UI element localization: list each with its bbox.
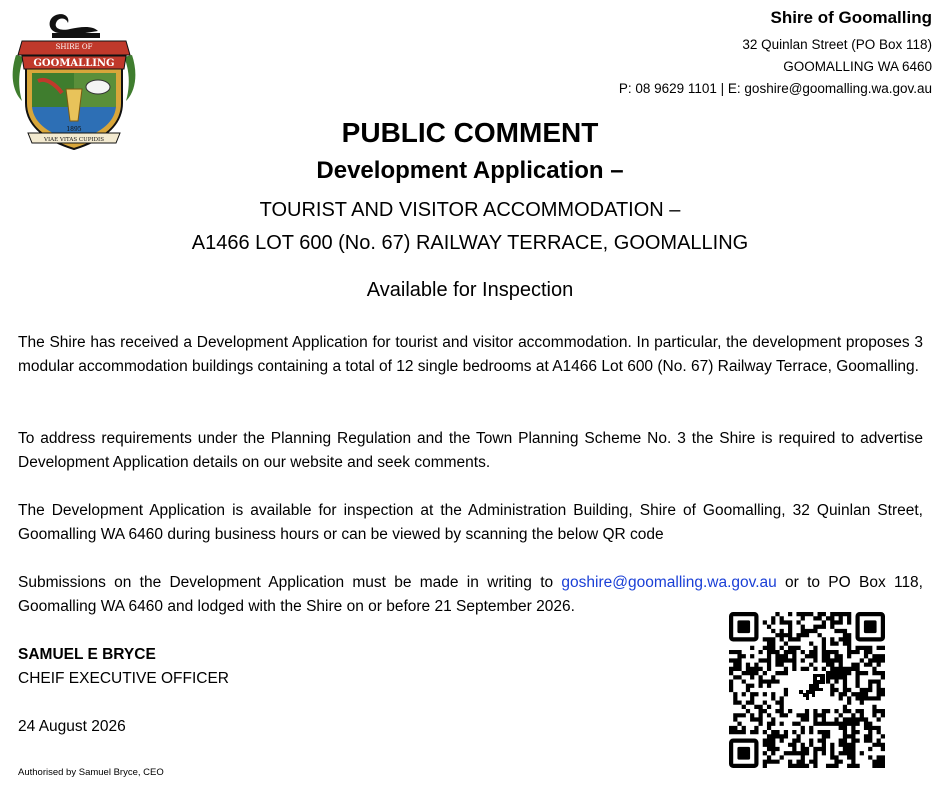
notice-date: 24 August 2026 [18, 718, 126, 735]
address-line-1: 32 Quinlan Street (PO Box 118) [742, 37, 932, 52]
notice-subject-line-1: TOURIST AND VISITOR ACCOMMODATION – [259, 199, 681, 221]
availability-heading: Available for Inspection [366, 279, 574, 301]
qr-finder-top-left [731, 614, 756, 639]
address-line-2: GOOMALLING WA 6460 [783, 59, 932, 74]
org-name: Shire of Goomalling [770, 8, 932, 27]
qr-dinosaur-icon [799, 674, 825, 700]
submissions-text-start: Submissions on the Development Application must be made in writing to [18, 574, 562, 591]
crest-ribbon-top: SHIRE OF [55, 43, 93, 51]
notice-subject-line-2: A1466 LOT 600 (No. 67) RAILWAY TERRACE, GOOMALLING [191, 232, 749, 254]
qr-finder-top-right [858, 614, 883, 639]
org-header [619, 8, 932, 100]
qr-finder-bottom-left [731, 741, 756, 766]
paragraph-application: The Shire has received a Development Application for tourist and visitor accommodation. In particular, the development proposes 3 modular accommodation buildings containing a total of 12 single bedrooms at A1466 Lot 600 (No. 67) Railway Terrace, Goomalling. [18, 334, 923, 375]
qr-code[interactable] [729, 612, 885, 768]
email-link[interactable]: goshire@goomalling.wa.gov.au [561, 574, 777, 591]
notice-heading: PUBLIC COMMENT [341, 117, 599, 148]
paragraph-requirements: To address requirements under the Planning Regulation and the Town Planning Scheme No. 3 the Shire is required to advertise Development Application details on our website and seek comments. [18, 430, 923, 471]
crest-ribbon-name: GOOMALLING [33, 58, 115, 69]
paragraph-inspection: The Development Application is available for inspection at the Administration Building, Shire of Goomalling, 32 Quinlan Street, Goomalling WA 6460 during business hours or can be viewed by scanning the below QR code [18, 502, 923, 543]
crest-year: 1895 [66, 126, 82, 133]
authorisation-note: Authorised by Samuel Bryce, CEO [18, 767, 164, 778]
notice-subheading: Development Application – [316, 157, 624, 184]
signatory-name: SAMUEL E BRYCE [18, 646, 156, 663]
crest-motto: VIAE VITAS CUPIDIS [44, 137, 104, 143]
submissions-text-end: or to PO Box 118, Goomalling WA 6460 and lodged with the Shire on or before 21 September 2026. [18, 574, 923, 615]
contact-line: P: 08 9629 1101 | E: goshire@goomalling.wa.gov.au [618, 81, 932, 96]
signatory-title: CHEIF EXECUTIVE OFFICER [18, 670, 229, 687]
